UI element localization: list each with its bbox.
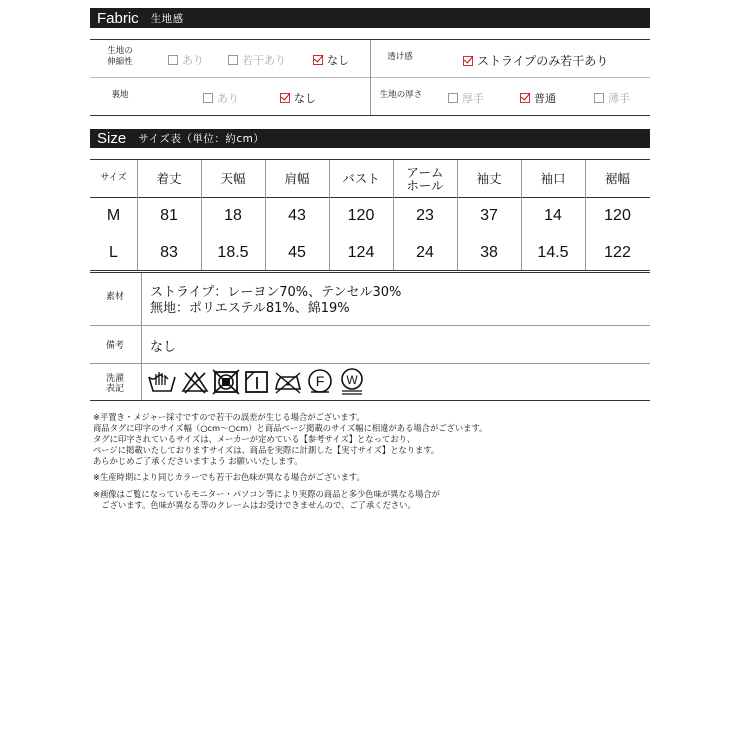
fabric-title: Fabric [97,9,139,27]
divider [90,400,650,401]
size-header-hem-width: 裾幅 [604,171,630,186]
thickness-label: 生地の厚さ [379,90,423,100]
care-label-line: 洗濯 [105,374,124,384]
size-cell: 45 [288,244,306,261]
size-cell: 14 [544,207,562,224]
size-header-length: 着丈 [156,171,182,186]
size-cell: 37 [480,207,498,224]
size-cell: 18.5 [217,244,249,261]
lining-option-none [280,90,316,106]
remarks-value: なし [150,340,177,355]
note-line: あらかじめご了承くださいますよう お願いいたします。 [93,456,303,466]
size-cell: L [109,244,118,261]
size-cell: 122 [604,244,631,261]
checkbox-unchecked-icon [168,55,178,65]
size-header-neck-width: 天幅 [220,171,246,186]
material-value [150,285,401,317]
lining-label: 裏地 [111,90,129,100]
stretch-label-line2: 伸縮性 [107,57,133,67]
size-cell: 38 [480,244,498,261]
option-label: 若干あり [242,54,286,67]
option-label: ストライプのみ若干あり [477,54,609,68]
note-line: ※平置き・メジャー採寸ですので若干の誤差が生じる場合がございます。 [93,412,365,422]
option-label: 厚手 [462,92,484,105]
option-label: なし [327,54,349,67]
size-cell: 24 [416,244,434,261]
divider [141,273,142,400]
divider [90,272,650,273]
thickness-option-normal [520,90,556,106]
size-subtitle: サイズ表（単位：約cm） [138,133,265,145]
size-cell: 120 [347,207,375,224]
note-line: ※画像はご覧になっているモニター・パソコン等により実際の商品と多少色味が異なる場合が [93,489,440,499]
checkbox-checked-icon [313,55,323,65]
checkbox-unchecked-icon [448,93,458,103]
size-header-cuff: 袖口 [540,171,566,186]
line-dry-shade-icon [244,367,270,395]
material-label: 素材 [105,291,124,302]
checkbox-checked-icon [520,93,530,103]
note-line: ※生産時期により同じカラーでも若干お色味が異なる場合がございます。 [93,472,365,482]
note-line: タグに印字されているサイズは、メーカーが定めている【参考サイズ】となっており、 [93,434,416,444]
wet-clean-w-icon [338,367,366,395]
divider [90,363,650,364]
size-cell: 124 [347,244,375,261]
checkbox-checked-icon [463,56,473,66]
divider [90,115,650,116]
size-cell: 18 [224,207,242,224]
low-iron-icon [273,367,303,395]
sheer-label: 透け感 [387,52,413,62]
sheer-option [463,52,608,69]
checkbox-unchecked-icon [594,93,604,103]
checkbox-unchecked-icon [203,93,213,103]
remarks-label: 備考 [105,340,124,351]
option-label: あり [182,54,204,67]
note-line: 商品タグに印字のサイズ幅（○cm～○cm）と商品ページ掲載のサイズ幅に相違がある場合がございます。 [93,423,488,433]
care-label-line: 表記 [105,384,124,394]
thickness-option-thick [448,90,484,106]
size-cell: 81 [160,207,178,224]
wet-clean-letter: W [346,373,358,387]
material-line: 無地：ポリエステル81%、綿19% [150,301,350,316]
size-cell: M [106,207,121,224]
size-section-header [90,129,650,148]
checkbox-unchecked-icon [228,55,238,65]
fabric-subtitle: 生地感 [150,12,184,25]
stretch-label [95,46,145,68]
checkbox-checked-icon [280,93,290,103]
note-line: ページに掲載いたしておりますサイズは、商品を実際に計測した【実寸サイズ】となります。 [93,445,440,455]
size-header-size: サイズ [100,173,127,183]
size-cell: 14.5 [537,244,569,261]
no-tumble-dry-icon [212,367,240,395]
care-label [90,372,140,396]
material-line: ストライプ：レーヨン70%、テンセル30% [150,285,402,300]
divider [90,197,650,198]
size-cell: 43 [288,207,306,224]
size-cell: 120 [604,207,631,224]
divider [90,325,650,326]
divider [370,40,371,115]
thickness-option-thin [594,90,630,106]
option-label: 普通 [534,92,556,105]
lining-option-yes [203,90,239,106]
hand-wash-30-icon [147,367,177,395]
size-header-bust: バスト [342,171,380,186]
size-header-armhole: アーム ホール [406,164,444,193]
divider [90,270,650,271]
dry-clean-f-icon [306,367,334,395]
size-header-shoulder: 肩幅 [284,171,310,186]
option-label: 薄手 [608,92,630,105]
fabric-section-header [90,8,650,28]
size-cell: 23 [416,207,434,224]
stretch-option-slight [228,52,286,68]
size-header-sleeve-length: 袖丈 [476,171,502,186]
note-line: ございます。色味が異なる等のクレームはお受けできませんので、ご了承ください。 [93,500,416,510]
option-label: あり [217,92,239,105]
size-cell: 83 [160,244,178,261]
no-bleach-icon [181,367,209,395]
stretch-option-yes [168,52,204,68]
dry-clean-letter: F [315,373,325,389]
stretch-label-line1: 生地の [107,46,133,56]
stretch-option-none [313,52,349,68]
option-label: なし [294,92,316,105]
size-title: Size [97,130,127,147]
